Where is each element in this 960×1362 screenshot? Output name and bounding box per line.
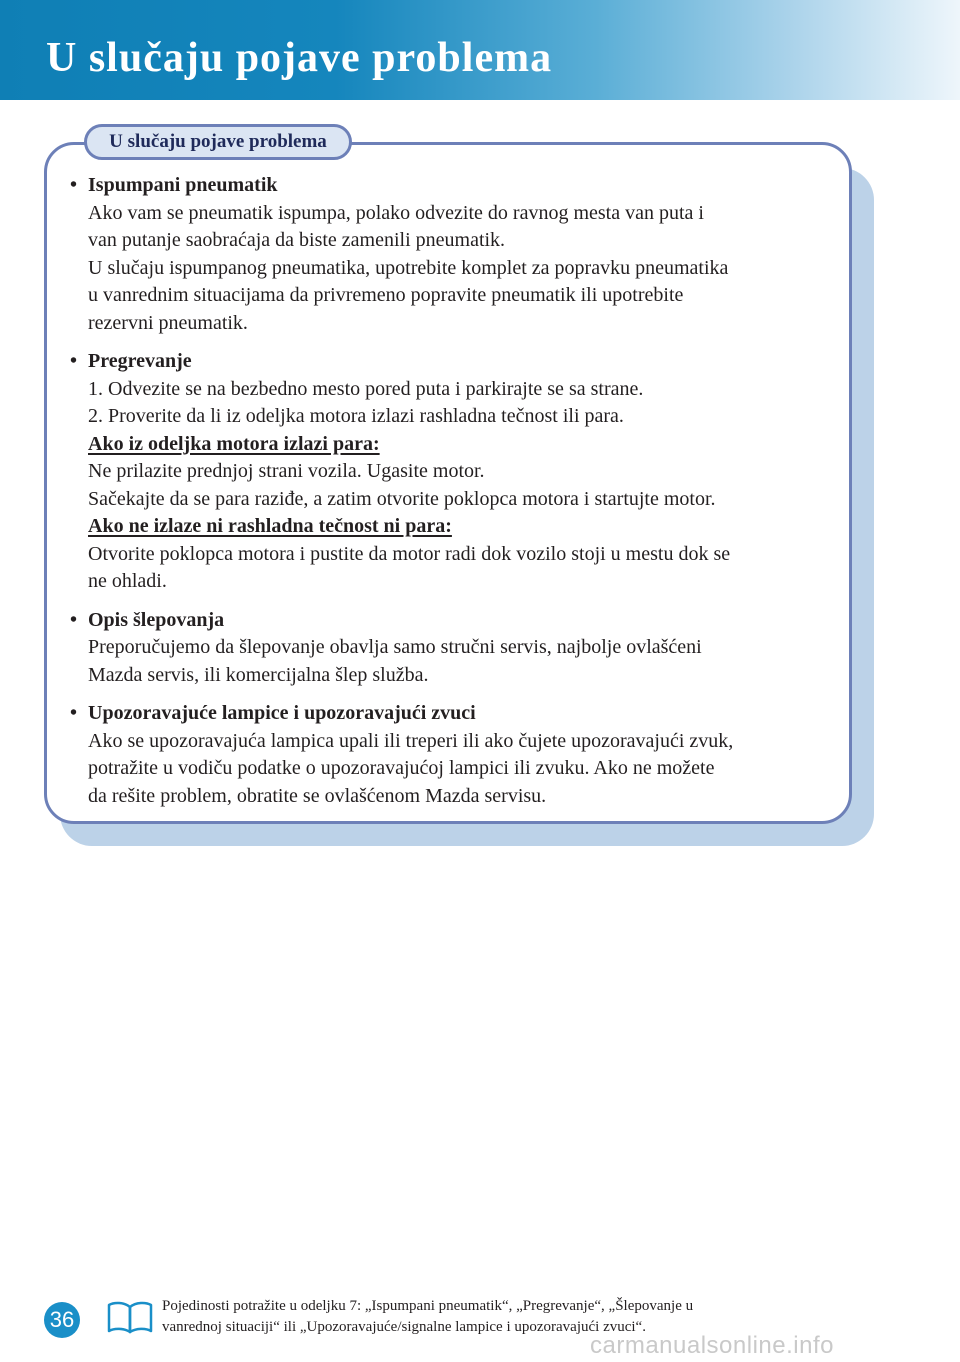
list-item-warning-lights — [70, 700, 832, 810]
bullet: • — [70, 702, 78, 724]
item-text: U slučaju ispumpanog pneumatika, upotrebite komplet za popravku pneumatika — [88, 256, 729, 279]
book-icon — [106, 1299, 154, 1335]
subheading-steam: Ako iz odeljka motora izlazi para: — [88, 432, 380, 455]
item-text: 2. Proverite da li iz odeljka motora izlazi rashladna tečnost ili para. — [88, 405, 624, 427]
item-text: rezervni pneumatik. — [88, 311, 248, 334]
footer-note-line: Pojedinosti potražite u odeljku 7: „Ispumpani pneumatik“, „Pregrevanje“, „Šlepovanje u — [162, 1298, 694, 1314]
page-title: U slučaju pojave problema — [46, 35, 553, 81]
subheading-no-coolant: Ako ne izlaze ni rashladna tečnost ni para: — [88, 515, 452, 537]
page-number: 36 — [44, 1302, 80, 1338]
item-text: u vanrednim situacijama da privremeno popravite pneumatik ili upotrebite — [88, 284, 684, 306]
item-text: Preporučujemo da šlepovanje obavlja samo stručni servis, najbolje ovlašćeni — [88, 636, 702, 658]
list-item-towing — [70, 607, 832, 690]
item-text: Ne prilazite prednjoj strani vozila. Ugasite motor. — [88, 460, 485, 482]
watermark: carmanualsonline.info — [590, 1332, 834, 1359]
list-item-flat-tire — [70, 172, 832, 337]
item-text: ne ohladi. — [88, 570, 167, 592]
section-content — [70, 172, 832, 821]
item-text: da rešite problem, obratite se ovlašćenom Mazda servisu. — [88, 784, 547, 807]
item-title: Ispumpani pneumatik — [88, 174, 278, 196]
item-title: Opis šlepovanja — [88, 608, 225, 631]
item-text: Sačekajte da se para raziđe, a zatim otvorite poklopca motora i startujte motor. — [88, 487, 716, 510]
bullet: • — [70, 608, 78, 631]
item-title: Pregrevanje — [88, 350, 192, 372]
footer-note-line: vanrednoj situaciji“ ili „Upozoravajuće/signalne lampice i upozoravajući zvuci“. — [162, 1319, 646, 1335]
item-text: 1. Odvezite se na bezbedno mesto pored puta i parkirajte se sa strane. — [88, 377, 644, 400]
item-text: Ako vam se pneumatik ispumpa, polako odvezite do ravnog mesta van puta i — [88, 201, 704, 224]
item-text: Ako se upozoravajuća lampica upali ili treperi ili ako čujete upozoravajući zvuk, — [88, 729, 734, 752]
item-title: Upozoravajuće lampice i upozoravajući zvuci — [88, 702, 476, 724]
bullet: • — [70, 174, 78, 196]
section-tab: U slučaju pojave problema — [84, 124, 352, 160]
list-item-overheating — [70, 348, 832, 596]
item-text: Otvorite poklopca motora i pustite da motor radi dok vozilo stoji u mestu dok se — [88, 542, 731, 565]
bullet: • — [70, 350, 78, 372]
page-header — [0, 0, 960, 100]
item-text: van putanje saobraćaja da biste zamenili pneumatik. — [88, 229, 506, 251]
item-text: potražite u vodiču podatke o upozoravajućoj lampici ili zvuku. Ako ne možete — [88, 757, 715, 779]
item-text: Mazda servis, ili komercijalna šlep služba. — [88, 663, 429, 686]
